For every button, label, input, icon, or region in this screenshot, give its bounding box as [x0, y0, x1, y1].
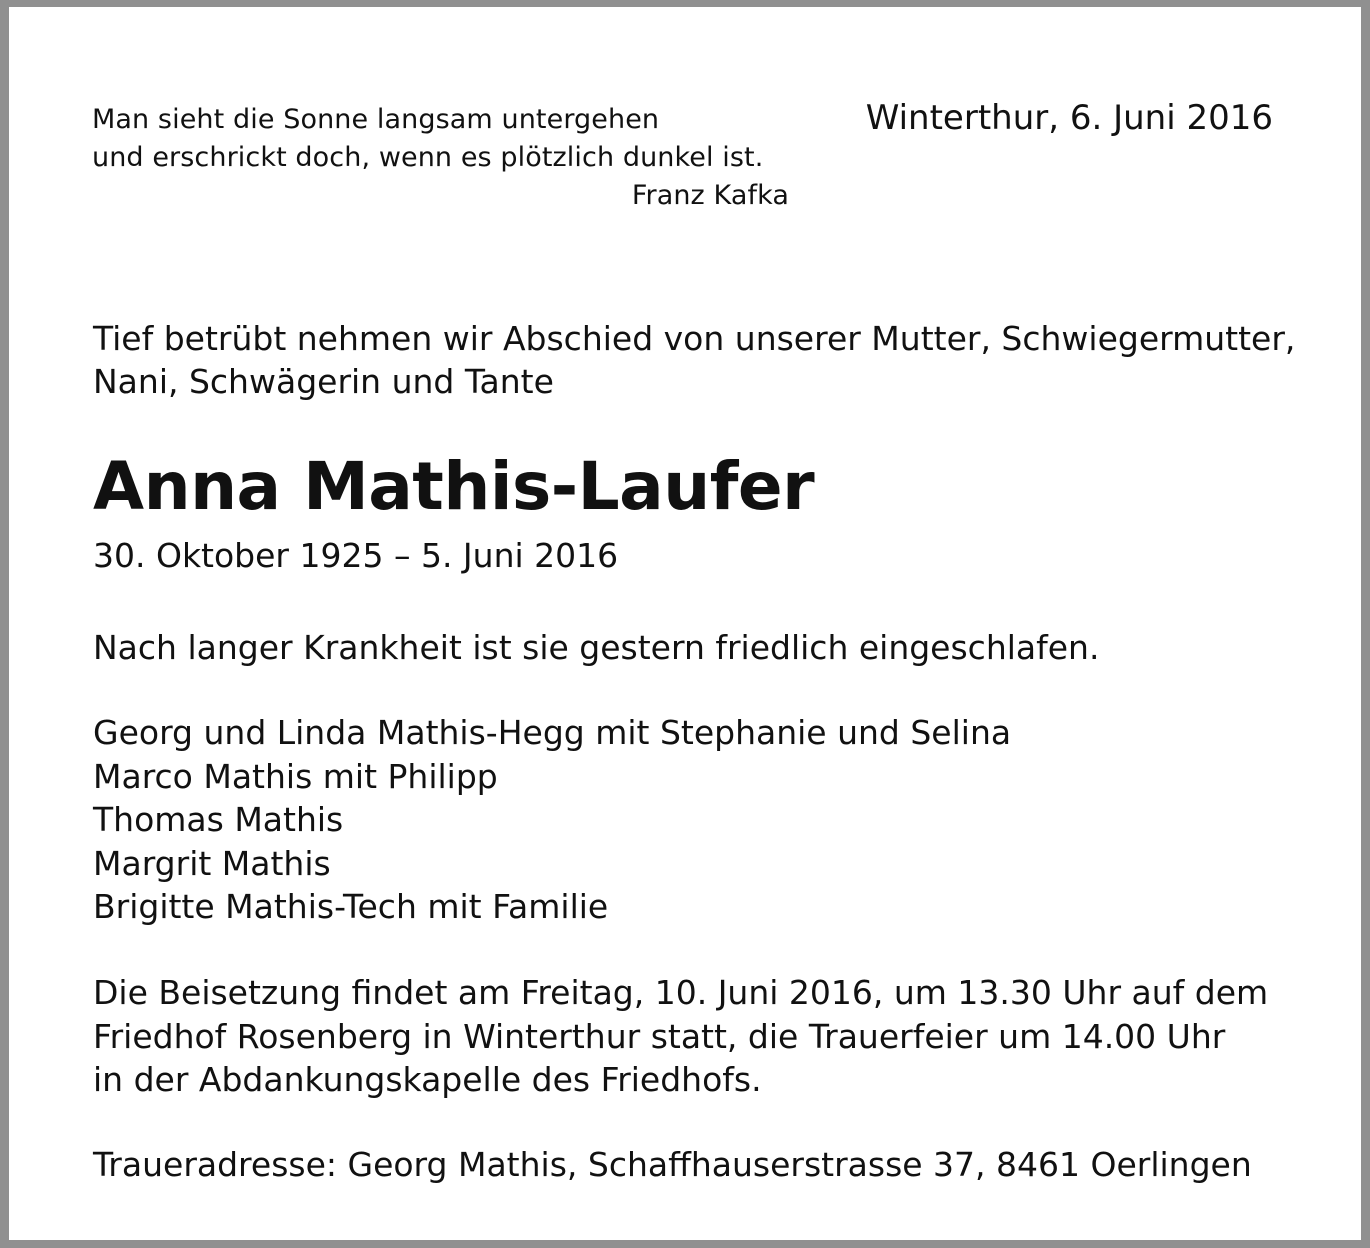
deceased-name: Anna Mathis-Laufer — [93, 448, 815, 525]
intro-line-1: Tief betrübt nehmen wir Abschied von unserer Mutter, Schwiegermutter, — [93, 319, 1296, 358]
quote-author: Franz Kafka — [631, 180, 789, 211]
funeral-line-1: Die Beisetzung findet am Freitag, 10. Juni 2016, um 13.30 Uhr auf dem — [93, 973, 1269, 1012]
lifespan-dates: 30. Oktober 1925 – 5. Juni 2016 — [93, 536, 619, 575]
mourning-address: Traueradresse: Georg Mathis, Schaffhauserstrasse 37, 8461 Oerlingen — [93, 1145, 1252, 1184]
mourner-entry: Thomas Mathis — [93, 800, 344, 839]
quote-line-1: Man sieht die Sonne langsam untergehen — [92, 104, 660, 135]
mourners-list — [93, 711, 1011, 929]
mourner-entry: Brigitte Mathis-Tech mit Familie — [93, 887, 609, 926]
passing-statement: Nach langer Krankheit ist sie gestern friedlich eingeschlafen. — [93, 628, 1100, 667]
mourner-entry: Marco Mathis mit Philipp — [93, 756, 498, 796]
obituary-notice — [9, 7, 1361, 1240]
epigraph-quote — [92, 101, 789, 215]
intro-line-2: Nani, Schwägerin und Tante — [93, 362, 554, 401]
quote-line-2: und erschrickt doch, wenn es plötzlich dunkel ist. — [92, 142, 764, 173]
mourner-entry: Georg und Linda Mathis-Hegg mit Stephanie und Selina — [93, 713, 1012, 752]
intro-text — [93, 317, 1295, 403]
place-and-date: Winterthur, 6. Juni 2016 — [865, 98, 1273, 138]
funeral-line-3: in der Abdankungskapelle des Friedhofs. — [93, 1060, 762, 1099]
mourner-entry: Margrit Mathis — [93, 843, 331, 883]
funeral-line-2: Friedhof Rosenberg in Winterthur statt, die Trauerfeier um 14.00 Uhr — [93, 1016, 1226, 1056]
funeral-details — [93, 971, 1268, 1102]
